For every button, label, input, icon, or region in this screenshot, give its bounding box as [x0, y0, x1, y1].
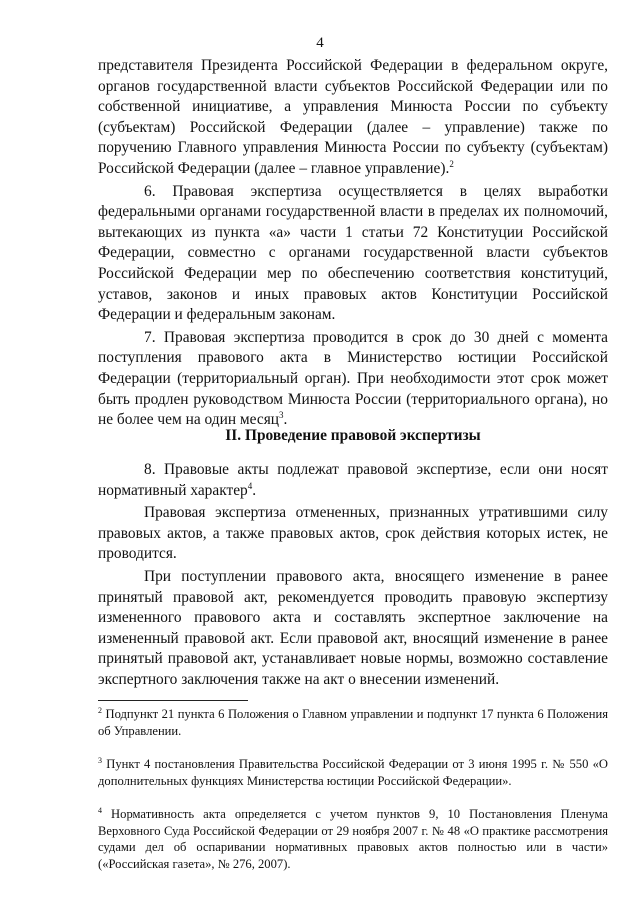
- footnote-4: [98, 806, 608, 872]
- footnote-mark: 3: [98, 755, 102, 765]
- paragraph-8b: Правовая экспертиза отмененных, признанных утратившими силу правовых актов, а также правовых актов, срок действия которых истек, не проводится.: [98, 504, 608, 563]
- footnote-separator: [98, 700, 248, 701]
- footnote-mark: 4: [98, 805, 102, 815]
- footnote-ref-2[interactable]: 2: [449, 158, 454, 169]
- footnote-text: Нормативность акта определяется с учетом пунктов 9, 10 Постановления Пленума Верховного Суда Российской Федерации от 29 ноября 2007 г. № 48 «О практике рассмотрения судами дел об оспаривании нормативных правовых актов полностью или в части» («Российская газета», № 276, 2007).: [98, 807, 608, 871]
- paragraph-8-end: .: [252, 481, 257, 499]
- footnote-text: Подпункт 21 пункта 6 Положения о Главном управлении и подпункт 17 пункта 6 Положения об Управлении.: [98, 707, 608, 738]
- paragraph-8-text: 8. Правовые акты подлежат правовой экспертизе, если они носят нормативный характер: [98, 461, 608, 499]
- paragraph-8c: При поступлении правового акта, вносящего изменение в ранее принятый правовой акт, рекомендуется проводить правовую экспертизу измененного правового акта и составлять экспертное заключение на измененный правовой акт. Если правовой акт, вносящий изменение в ранее принятый правовой акт, устанавливает новые нормы, возможно составление экспертного заключения также на акт о внесении изменений.: [98, 567, 608, 688]
- paragraph-7-end: .: [283, 411, 288, 429]
- page-number: 4: [316, 35, 324, 51]
- body-top-block: [98, 56, 608, 431]
- footnote-3: [98, 756, 608, 789]
- footnote-text: Пункт 4 постановления Правительства Российской Федерации от 3 июня 1995 г. № 550 «О дополнительных функциях Министерства юстиции Российской Федерации».: [98, 757, 609, 788]
- footnote-2: [98, 706, 608, 739]
- footnote-mark: 2: [98, 705, 102, 715]
- footnote-ref-4[interactable]: 4: [247, 480, 253, 491]
- paragraph-continuation: [98, 56, 608, 180]
- paragraph-6: 6. Правовая экспертиза осуществляется в целях выработки федеральными органами государственной власти в пределах их полномочий, вытекающих из пункта «а» части 1 статьи 72 Конституции Российской Федерации, совместно с органами государственной власти субъектов Российской Федерации мер по обеспечению соответствия конституций, уставов, законов и иных правовых актов Конституции Российской Федерации и федеральным законам.: [98, 182, 608, 324]
- paragraph-7-text: 7. Правовая экспертиза проводится в срок до 30 дней с момента поступления правового акта в Министерство юстиции Российской Федерации (территориальный орган). При необходимости этот срок может быть продлен руководством Минюста России (территориального органа), но не более чем на один месяц: [98, 328, 608, 429]
- footnote-ref-3[interactable]: 3: [279, 409, 284, 420]
- section-heading: II. Проведение правовой экспертизы: [225, 427, 481, 444]
- paragraph-continuation-text: представителя Президента Российской Федерации в федеральном округе, органов государственной власти субъектов Российской Федерации или по собственной инициативе, а управления Минюста России по субъекту (субъектам) Российской Федерации (далее – управление) также по поручению Главного управления Минюста России по субъекту (субъектам) Российской Федерации (далее – главное управление).: [98, 57, 608, 177]
- paragraph-7: [98, 328, 608, 431]
- body-section-block: [98, 460, 608, 691]
- paragraph-8: [98, 460, 608, 501]
